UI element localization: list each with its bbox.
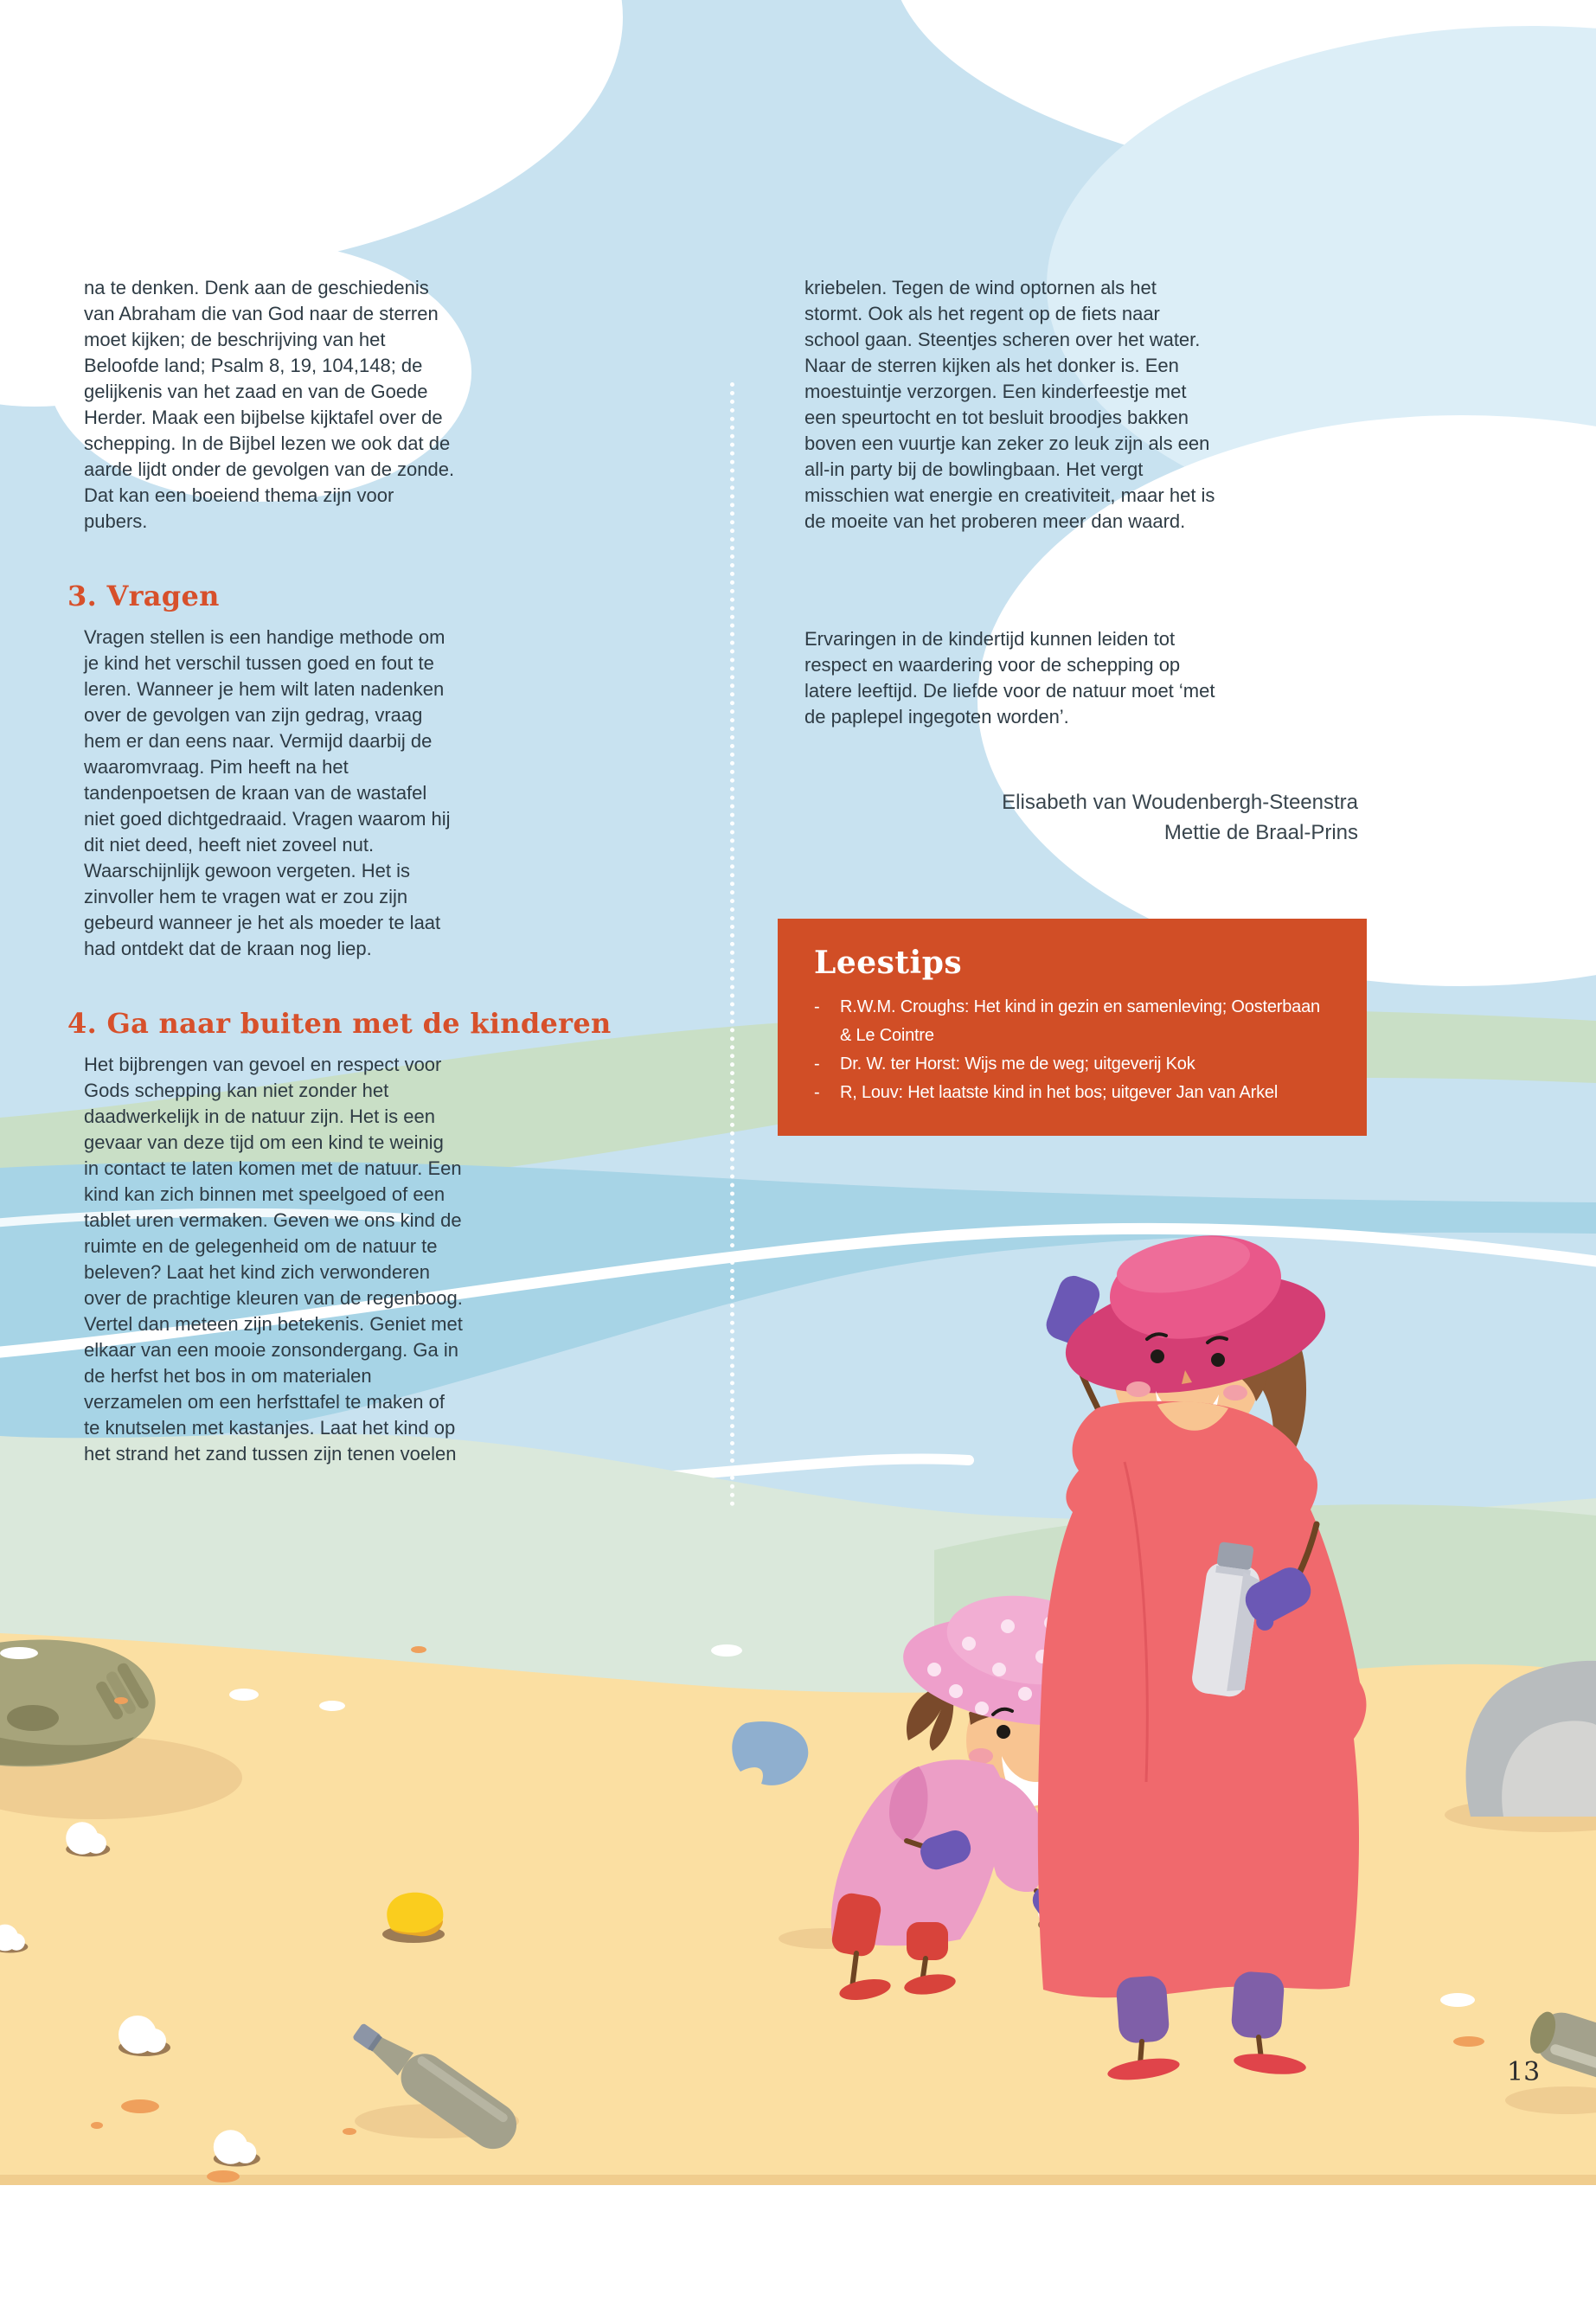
dash-marker: - xyxy=(814,997,820,1016)
mother-dress xyxy=(1038,1401,1367,1998)
mother-legging-right xyxy=(1230,1971,1285,2040)
mother-legging-left xyxy=(1115,1975,1170,2044)
intro-paragraph: na te denken. Denk aan de geschiedenis van Abraham die van God naar de sterren moet kijken; de beschrijving van het Beloofde land; Psalm 8, 19, 104,148; de gelijkenis van het zaad en van de Goede Herder. Maak een bijbelse kijktafel over de schepping. In de Bijbel lezen we ook dat de aarde lijdt onder de gevolgen van de zonde. Dat kan een boeiend thema zijn voor pubers. xyxy=(84,277,455,532)
leestips-item-text: R.W.M. Croughs: Het kind in gezin en samenleving; Oosterbaan & Le Cointre xyxy=(840,997,1320,1045)
section-3-body: Vragen stellen is een handige methode om je kind het verschil tussen goed en fout te leren. Wanneer je hem wilt laten nadenken over de gevolgen van zijn gedrag, vraag hem er dan eens naar. Vermijd daarbij de waaromvraag. Pim heeft na het tandenpoetsen de kraan van de wastafel niet goed dichtgedraaid. Vragen waarom hij dit niet deed, heeft niet zoveel nut. Waarschijnlijk gewoon vergeten. Het is zinvoller hem te vragen wat er zou zijn gebeurd wanneer je het als moeder te laat had ontdekt dat de kraan nog liep. xyxy=(84,626,451,959)
section-3-heading: 3. Vragen xyxy=(67,580,220,612)
author-credits xyxy=(804,787,1358,848)
section-4-body: Het bijbrengen van gevoel en respect voor Gods schepping kan niet zonder het daadwerkelijk in de natuur zijn. Het is een gevaar van deze tijd om een kind te weinig in contact te laten komen met de natuur. Een kind kan zich binnen met speelgoed of een tablet uren vermaken. Geven we ons kind de ruimte en de gelegenheid om de natuur te beleven? Laat het kind zich verwonderen over de prachtige kleuren van de regenboog. Vertel dan meteen zijn betekenis. Geniet met elkaar van een mooie zonsondergang. Ga in de herfst het bos in om materialen verzamelen om een herfsttafel te maken of te knutselen met kastanjes. Laat het kind op het strand het zand tussen zijn tenen voelen xyxy=(84,1054,463,1465)
column-divider xyxy=(730,382,734,1507)
author-1: Elisabeth van Woudenbergh-Steenstra xyxy=(1002,791,1358,814)
girl-pants-2 xyxy=(907,1922,948,1960)
dash-marker: - xyxy=(814,1083,820,1102)
leestips-title: Leestips xyxy=(814,945,963,981)
leestips-item-text: R, Louv: Het laatste kind in het bos; uitgever Jan van Arkel xyxy=(840,1083,1279,1102)
leestips-item xyxy=(814,1050,1334,1079)
right-column-paragraph-2: Ervaringen in de kindertijd kunnen leiden tot respect en waardering voor de schepping op latere leeftijd. De liefde voor de natuur moet ‘met de paplepel ingegoten worden’. xyxy=(804,628,1215,727)
page-number: 13 xyxy=(1507,2057,1541,2087)
section-4-heading: 4. Ga naar buiten met de kinderen xyxy=(67,1007,612,1040)
author-2: Mettie de Braal-Prins xyxy=(1163,821,1358,844)
leestips-box xyxy=(778,919,1367,1136)
dash-marker: - xyxy=(814,1054,820,1074)
leestips-item-text: Dr. W. ter Horst: Wijs me de weg; uitgeverij Kok xyxy=(840,1054,1195,1074)
right-column-paragraph-1: kriebelen. Tegen de wind optornen als het stormt. Ook als het regent op de fiets naar school gaan. Steentjes scheren over het water. Naar de sterren kijken als het donker is. Een moestuintje verzorgen. Een kinderfeestje met een speurtocht en tot besluit broodjes bakken boven een vuurtje kan zeker zo leuk zijn als een all-in party bij de bowlingbaan. Het vergt misschien wat energie en creativiteit, maar het is de moeite van het proberen meer dan waard. xyxy=(804,277,1215,532)
leestips-item xyxy=(814,1079,1334,1107)
leestips-item xyxy=(814,993,1334,1050)
